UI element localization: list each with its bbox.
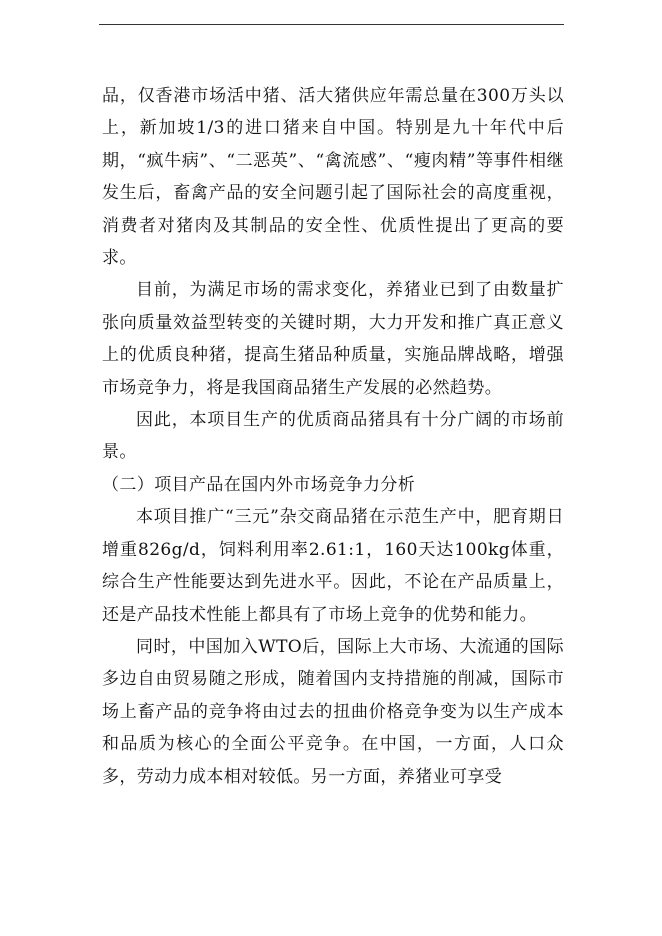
paragraph-competitiveness: 本项目推广“三元”杂交商品猪在示范生产中，肥育期日增重826g/d，饲料利用率2.61:1，160天达100kg体重，综合生产性能要达到先进水平。因此，不论在产品质量上，还是产品技术性能上都具有了市场上竞争的优势和能力。 [102,507,564,625]
paragraph-market-demand: 目前，为满足市场的需求变化，养猪业已到了由数量扩张向质量效益型转变的关键时期，大力开发和推广真正意义上的优质良种猪，提高生猪品种质量，实施品牌战略，增强市场竞争力，将是我国商品猪生产发展的必然趋势。 [102,280,564,398]
document-body [102,80,564,793]
paragraph-market-prospect: 因此，本项目生产的优质商品猪具有十分广阔的市场前景。 [102,410,564,463]
paragraph-wto: 同时，中国加入WTO后，国际上大市场、大流通的国际多边自由贸易随之形成，随着国内支持措施的削减，国际市场上畜产品的竞争将由过去的扭曲价格竞争变为以生产成本和品质为核心的全面公平竞争。在中国，一方面，人口众多，劳动力成本相对较低。另一方面，养猪业可享受 [102,636,564,787]
paragraph-continuation: 品，仅香港市场活中猪、活大猪供应年需总量在300万头以上，新加坡1/3的进口猪来自中国。特别是九十年代中后期，“疯牛病”、“二恶英”、“禽流感”、“瘦肉精”等事件相继发生后，畜禽产品的安全问题引起了国际社会的高度重视，消费者对猪肉及其制品的安全性、优质性提出了更高的要求。 [102,86,564,269]
section-heading: （二）项目产品在国内外市场竞争力分析 [102,474,416,495]
header-rule [99,24,564,25]
